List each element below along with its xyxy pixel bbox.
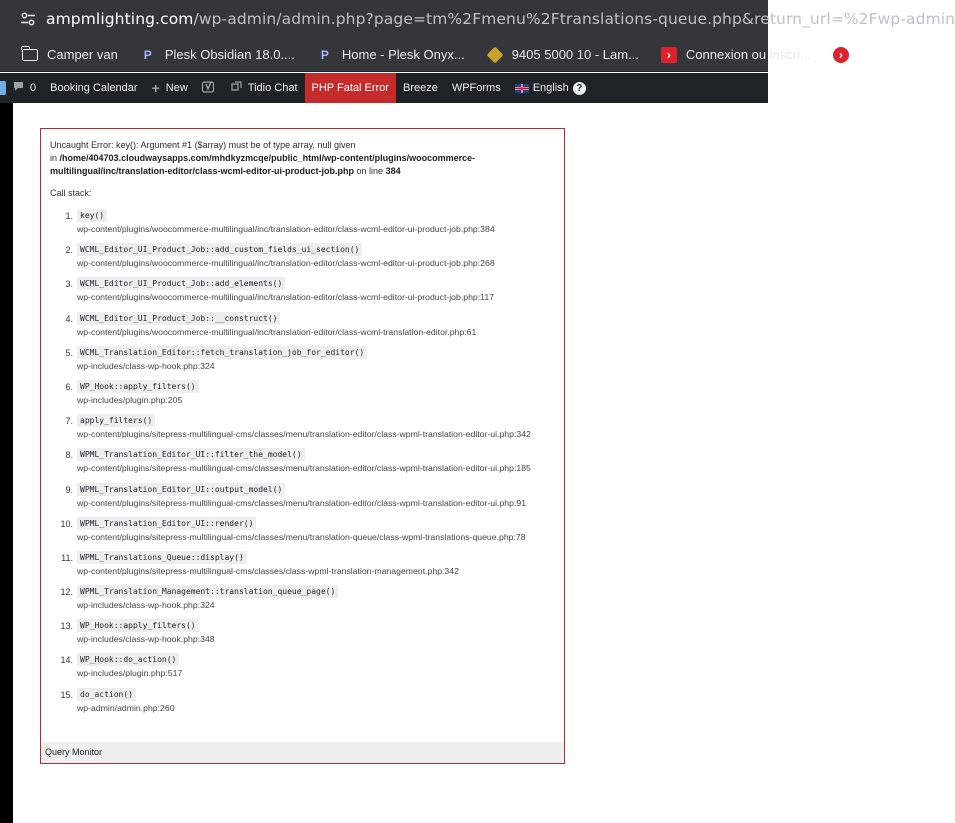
help-icon[interactable]: ? [573, 82, 586, 95]
stack-file-path: wp-content/plugins/woocommerce-multilingual/inc/translation-editor/class-wcml-editor-ui-product-job.php:117 [77, 292, 495, 303]
stack-frame [77, 209, 495, 236]
stack-file-path: wp-content/plugins/woocommerce-multilingual/inc/translation-editor/class-wcml-editor-ui-product-job.php:268 [77, 258, 495, 269]
red-icon: › [661, 47, 677, 63]
stack-item-number: 12. [60, 587, 73, 598]
stack-function: do_action() [77, 688, 136, 701]
stack-item-number: 7. [65, 416, 73, 427]
stack-frame [77, 380, 199, 407]
query-monitor-label: Query Monitor [45, 747, 103, 757]
stack-function: WP_Hook::apply_filters() [77, 380, 199, 393]
bookmark-lamp[interactable] [487, 47, 639, 63]
plus-icon: + [151, 80, 160, 96]
error-in-prefix: in [50, 153, 58, 163]
error-location [50, 152, 555, 178]
plesk-icon: P [320, 47, 329, 62]
red-circle-icon: › [833, 47, 849, 63]
booking-calendar-menu[interactable] [43, 73, 144, 103]
stack-item-number: 2. [65, 245, 73, 256]
stack-file-path: wp-includes/class-wp-hook.php:348 [77, 634, 215, 645]
call-stack-item [50, 653, 555, 680]
stack-item-number: 6. [65, 381, 73, 392]
uk-flag-icon [515, 84, 529, 93]
call-stack-item [50, 277, 555, 304]
stack-item-number: 9. [65, 484, 73, 495]
error-on-line-label: on line [356, 166, 384, 176]
call-stack-item [50, 380, 555, 407]
stack-frame [77, 312, 476, 339]
call-stack-item [50, 346, 555, 373]
stack-file-path: wp-content/plugins/sitepress-multilingual-cms/classes/menu/translation-editor/class-wpml-translation-editor-ui.php:91 [77, 497, 527, 508]
stack-file-path: wp-content/plugins/sitepress-multilingual-cms/classes/menu/translation-editor/class-wpml-translation-editor-ui.php:342 [77, 429, 531, 440]
error-file-path: /home/404703.cloudwaysapps.com/mhdkyzmcqe/public_html/wp-content/plugins/woocommerce-multilingual/inc/translation-editor/class-wcml-editor-ui-product-job.php [50, 153, 476, 176]
url-text[interactable] [46, 10, 955, 28]
stack-frame [77, 653, 182, 680]
stack-frame [77, 551, 459, 578]
stack-frame [77, 346, 367, 373]
language-switcher[interactable] [508, 73, 593, 103]
stack-function: WCML_Editor_UI_Product_Job::add_elements() [77, 277, 285, 290]
stack-function: WCML_Editor_UI_Product_Job::add_custom_fields_ui_section() [77, 243, 362, 256]
bookmark-overflow[interactable] [833, 47, 858, 63]
call-stack-label: Call stack: [50, 188, 92, 198]
comment-icon [13, 81, 24, 95]
bookmark-connexion[interactable] [661, 47, 811, 63]
call-stack-item [50, 585, 555, 612]
stack-function: WPML_Translation_Editor_UI::output_model() [77, 483, 285, 496]
stack-item-number: 14. [60, 655, 73, 666]
url-host: ampmlighting.com [46, 10, 194, 28]
tidio-label: Tidio Chat [247, 82, 298, 94]
stack-item-number: 8. [65, 450, 73, 461]
admin-sidebar-strip [0, 103, 13, 823]
call-stack-item [50, 448, 555, 475]
stack-file-path: wp-content/plugins/woocommerce-multilingual/inc/translation-editor/class-wcml-editor-ui-product-job.php:384 [77, 224, 495, 234]
new-content-menu[interactable] [145, 73, 195, 103]
stack-item-number: 15. [60, 689, 73, 700]
stack-function: key() [77, 209, 107, 222]
folder-icon [22, 47, 38, 63]
stack-frame [77, 585, 338, 612]
stack-file-path: wp-content/plugins/sitepress-multilingual-cms/classes/class-wpml-translation-management.php:342 [77, 565, 459, 576]
tidio-chat-menu[interactable] [223, 73, 305, 103]
stack-frame [77, 448, 531, 475]
new-label: New [165, 82, 188, 94]
query-monitor-footer [41, 742, 564, 763]
stack-file-path: wp-content/plugins/sitepress-multilingual-cms/classes/menu/translation-queue/class-wpml-translations-queue.php:78 [77, 531, 526, 542]
stack-item-number: 13. [60, 621, 73, 632]
query-monitor-error-panel [40, 128, 565, 764]
stack-item-number: 11. [61, 552, 73, 563]
call-stack-list [50, 209, 555, 715]
stack-item-number: 4. [65, 313, 73, 324]
bookmark-plesk-onyx[interactable] [317, 47, 465, 63]
booking-calendar-label: Booking Calendar [50, 82, 138, 94]
stack-file-path: wp-includes/plugin.php:205 [77, 394, 183, 405]
breeze-menu[interactable] [396, 73, 445, 103]
call-stack-item [50, 688, 555, 715]
stack-item-number: 10. [60, 518, 73, 529]
wpforms-label: WPForms [451, 82, 501, 94]
bookmark-label: Connexion ou inscri... [685, 47, 811, 62]
stack-function: WPML_Translations_Queue::display() [77, 551, 247, 564]
site-settings-icon[interactable] [20, 9, 36, 29]
call-stack-item [50, 483, 555, 510]
call-stack-item [50, 312, 555, 339]
stack-item-number: 1. [65, 211, 73, 221]
comments-count: 0 [30, 82, 37, 94]
php-fatal-error-badge[interactable] [305, 73, 396, 103]
wp-admin-bar [0, 73, 768, 103]
browser-address-bar[interactable] [0, 0, 955, 38]
bookmark-label: Home - Plesk Onyx... [341, 47, 465, 62]
language-label: English [532, 82, 569, 94]
comments-menu[interactable] [6, 73, 43, 103]
stack-function: WPML_Translation_Editor_UI::filter_the_model() [77, 448, 305, 461]
error-message-line: Uncaught Error: key(): Argument #1 ($array) must be of type array, null given [50, 140, 356, 150]
plesk-icon: P [143, 47, 152, 62]
stack-function: WP_Hook::do_action() [77, 653, 179, 666]
stack-frame [77, 483, 526, 510]
stack-file-path: wp-includes/class-wp-hook.php:324 [77, 360, 215, 371]
stack-item-number: 3. [65, 279, 73, 290]
stack-file-path: wp-content/plugins/sitepress-multilingual-cms/classes/menu/translation-editor/class-wpml-translation-editor-ui.php:185 [77, 463, 531, 474]
bookmark-label: Plesk Obsidian 18.0.... [164, 47, 295, 62]
stack-file-path: wp-includes/class-wp-hook.php:324 [77, 600, 215, 611]
call-stack-item [50, 619, 555, 646]
stack-function: WPML_Translation_Management::translation_queue_page() [77, 585, 338, 598]
stack-frame [77, 688, 175, 715]
stack-function: WCML_Translation_Editor::fetch_translation_job_for_editor() [77, 346, 367, 359]
stack-item-number: 5. [65, 347, 73, 358]
call-stack-item [50, 209, 555, 236]
url-path: /wp-admin/admin.php?page=tm%2Fmenu%2Ftranslations-queue.php&return_url=%2Fwp-admin [193, 10, 955, 28]
stack-file-path: wp-admin/admin.php:260 [77, 702, 175, 713]
stack-frame [77, 619, 215, 646]
php-error-label: PHP Fatal Error [311, 82, 389, 94]
call-stack-item [50, 414, 555, 441]
stack-file-path: wp-includes/plugin.php:517 [77, 668, 183, 679]
stack-function: apply_filters() [77, 414, 155, 427]
stack-frame [77, 277, 494, 304]
breeze-label: Breeze [402, 82, 438, 94]
wpforms-menu[interactable] [445, 73, 508, 103]
bookmark-plesk-obsidian[interactable] [140, 47, 295, 63]
call-stack-item [50, 551, 555, 578]
yoast-menu[interactable] [195, 73, 223, 103]
yoast-icon [202, 81, 216, 96]
stack-function: WCML_Editor_UI_Product_Job::__construct() [77, 312, 280, 325]
call-stack-item [50, 243, 555, 270]
stack-frame [77, 414, 531, 441]
tidio-icon [230, 81, 242, 96]
stack-frame [77, 243, 495, 270]
error-line-number: 384 [385, 166, 401, 176]
stack-file-path: wp-content/plugins/woocommerce-multilingual/inc/translation-editor/class-wcml-translation-editor.php:61 [77, 326, 477, 337]
bookmark-camper-van[interactable] [22, 47, 118, 63]
bookmark-label: Camper van [47, 47, 118, 62]
diamond-icon [487, 47, 503, 63]
error-message [50, 139, 555, 178]
stack-function: WP_Hook::apply_filters() [77, 619, 199, 632]
stack-frame [77, 517, 526, 544]
bookmark-label: 9405 5000 10 - Lam... [511, 47, 639, 62]
bookmarks-bar [0, 38, 843, 72]
stack-function: WPML_Translation_Editor_UI::render() [77, 517, 256, 530]
call-stack-item [50, 517, 555, 544]
